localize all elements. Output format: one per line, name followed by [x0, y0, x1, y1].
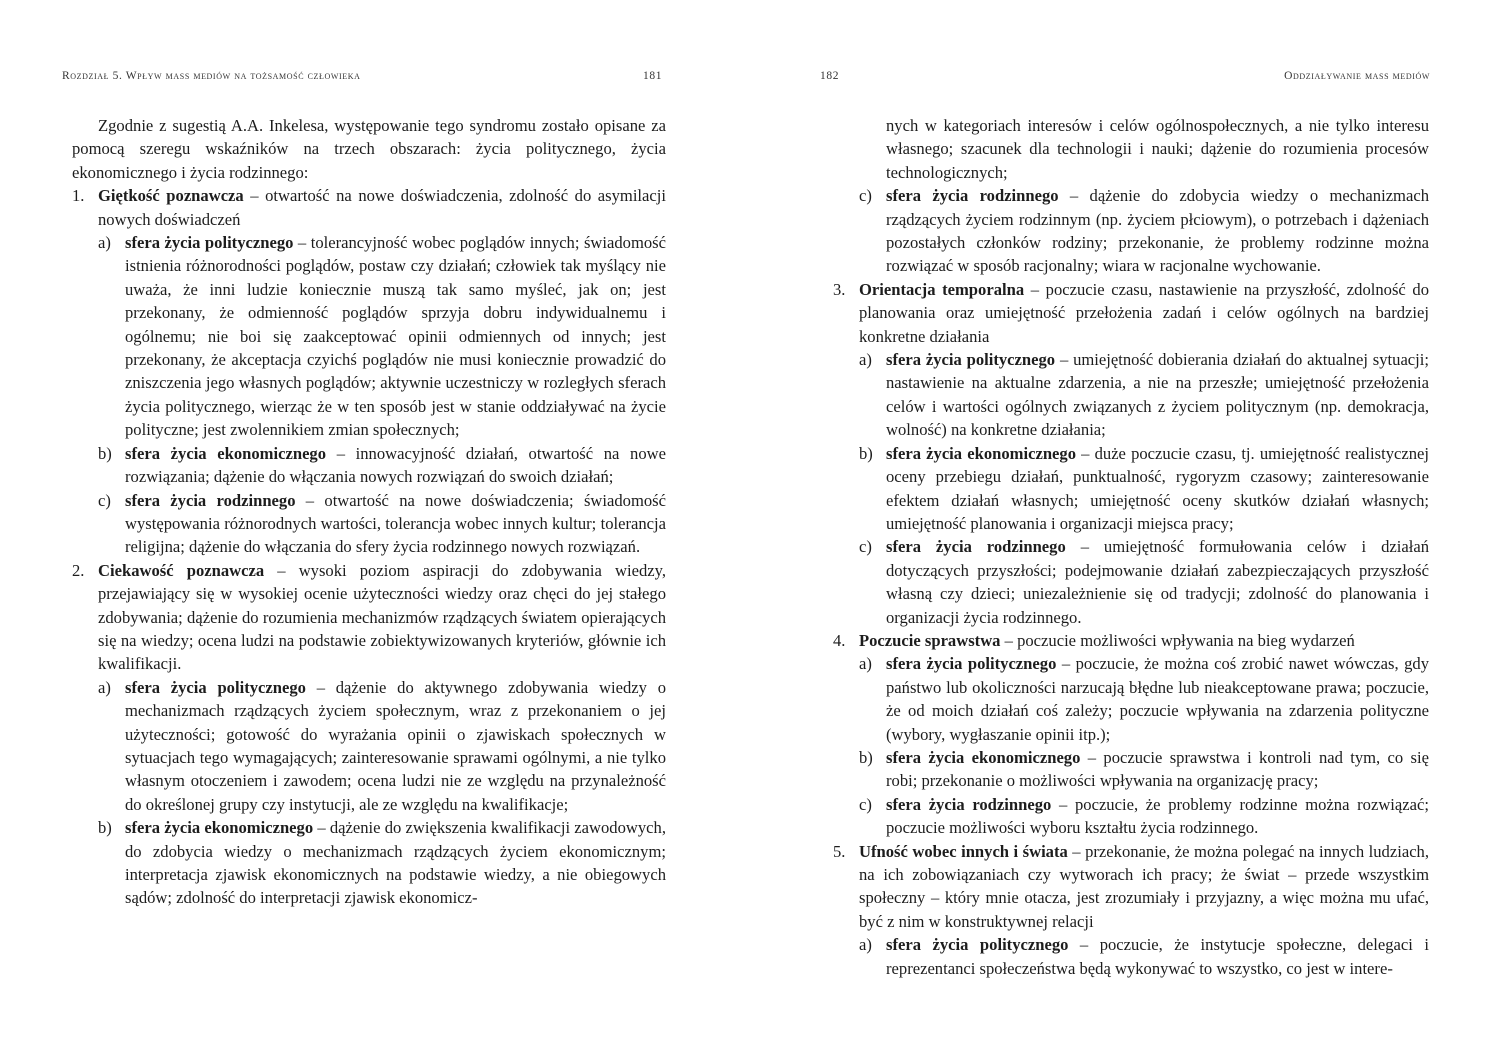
- sub-item-2b: b) sfera życia ekonomicznego – dążenie do zwiększenia kwalifikacji zawodowych, do zdobycia wiedzy o mechanizmach rządzących życiem ekonomicznym; interpretacja zjawisk ekonomicznych na podstawie wiedzy, a nie obiegowych sądów; zdolność do interpretacji zjawisk ekonomicz-: [98, 818, 666, 908]
- sub-item-3b: b) sfera życia ekonomicznego – duże poczucie czasu, tj. umiejętność realistycznej oceny przebiegu działań, punktualność, rygoryzm czasowy; zainteresowanie efektem działań własnych; umiejętność oceny skutków działań własnych; umiejętność planowania i organizacji miejsca pracy;: [859, 443, 1430, 533]
- sub-item-1b: b) sfera życia ekonomicznego – innowacyjność działań, otwartość na nowe rozwiązania; dążenie do włączania nowych rozwiązań do swoich działań;: [98, 443, 666, 487]
- sub-item-4b: b) sfera życia ekonomicznego – poczucie sprawstwa i kontroli nad tym, co się robi; przekonanie o możliwości wpływania na organizację pracy;: [859, 747, 1429, 791]
- sub-item-1a: a) sfera życia politycznego – tolerancyjność wobec poglądów innych; świadomość istnienia różnorodności poglądów, postaw czy działań; człowiek tak myślący nie uważa, że inni ludzie koniecznie muszą tak samo myśleć, jak on; jest przekonany, że odmienność poglądów sprzyja dobru indywidualnemu i ogólnemu; nie boi się zaakceptować opinii odmiennych od innych; jest przekonany, że akceptacja czyichś poglądów nie musi koniecznie prowadzić do zniszczenia jego własnych poglądów; aktywnie uczestniczy w rozległych sferach życia politycznego, wierząc że w ten sposób jest w stanie oddziaływać na życie polityczne; jest zwolennikiem zmian społecznych;: [98, 233, 666, 440]
- list-item-4: 4. Poczucie sprawstwa – poczucie możliwości wpływania na bieg wydarzeń: [833, 630, 1355, 650]
- list-item-2: 2. Ciekawość poznawcza – wysoki poziom aspiracji do zdobywania wiedzy, przejawiający się w wysokiej ocenie użyteczności wiedzy oraz chęci do jej stałego zdobywania; dążenie do rozumienia mechanizmów rządzących światem opierających się na wiedzy; ocena ludzi na podstawie zobiektywizowanych kryteriów, głównie ich kwalifikacji.: [72, 560, 666, 674]
- list-marker: 1.: [72, 186, 85, 206]
- page-number-right: 182: [820, 70, 840, 82]
- sub-item-3c: c) sfera życia rodzinnego – umiejętność formułowania celów i działań dotyczących przyszłości; podejmowanie działań zabezpieczających przyszłość własną czy dzieci; uniezależnienie się od tradycji; zdolność do planowania i organizacji życia rodzinnego.: [859, 537, 1430, 627]
- list-item-3: 3. Orientacja temporalna – poczucie czasu, nastawienie na przyszłość, zdolność do planowania oraz umiejętność przełożenia zadań i celów ogólnych na bardziej konkretne działania: [833, 279, 1429, 346]
- list-item-1: [72, 184, 666, 231]
- right-body-text: [833, 114, 1429, 980]
- sub-item-2a: a) sfera życia politycznego – dążenie do aktywnego zdobywania wiedzy o mechanizmach rządzących życiem społecznym, wraz z przekonaniem o jej użyteczności; gotowość do wyrażania opinii o zjawiskach społecznych w sytuacjach tego wymagających; zainteresowanie sprawami ogólnymi, a nie tylko własnym otoczeniem i zawodem; ocena ludzi nie ze względu na przynależność do określonej grupy czy instytucji, ale ze względu na kwalifikacje;: [98, 677, 666, 814]
- sub-item-2c: c) sfera życia rodzinnego – dążenie do zdobycia wiedzy o mechanizmach rządzących życiem rodzinnym (np. życiem płciowym), o potrzebach i dążeniach pozostałych członków rodziny; przekonanie, że problemy rodzinne można rozwiązać w sposób racjonalny; wiara w racjonalne wychowanie.: [859, 186, 1429, 276]
- sub-item-1c: c) sfera życia rodzinnego – otwartość na nowe doświadczenia; świadomość występowania różnorodnych wartości, tolerancja wobec innych kultur; tolerancja religijna; dążenie do włączania do sfery życia rodzinnego nowych rozwiązań.: [98, 490, 666, 557]
- sub-item-4c: c) sfera życia rodzinnego – poczucie, że problemy rodzinne można rozwiązać; poczucie możliwości wyboru kształtu życia rodzinnego.: [859, 794, 1429, 838]
- sub-item-3a: a) sfera życia politycznego – umiejętność dobierania działań do aktualnej sytuacji; nastawienie na aktualne zdarzenia, a nie na przeszłe; umiejętność przełożenia celów i wartości ogólnych związanych z życiem politycznym (np. demokracja, wolność) na konkretne działania;: [859, 350, 1429, 440]
- sub-item-4a: a) sfera życia politycznego – poczucie, że można coś zrobić nawet wówczas, gdy państwo lub okoliczności narzucają błędne lub nieakceptowane prawa; poczucie, że od moich działań coś zależy; poczucie wpływania na zdarzenia polityczne (wybory, wygłaszanie opinii itp.);: [859, 654, 1429, 744]
- right-page: [750, 0, 1500, 1061]
- page-number-left: 181: [643, 70, 663, 82]
- left-body-text: [72, 114, 666, 910]
- list-item-5: 5. Ufność wobec innych i świata – przekonanie, że można polegać na innych ludziach, na ich zobowiązaniach czy wytworach ich pracy; że świat – przede wszystkim społeczny – który mnie otacza, jest zrozumiały i przyjazny, a więc można mu ufać, być z nim w konstruktywnej relacji: [833, 841, 1430, 931]
- running-title-left: Rozdział 5. Wpływ mass mediów na tożsamość człowieka: [62, 70, 361, 82]
- list-text: – otwartość na nowe doświadczenia, zdolność do asymilacji nowych doświadczeń: [98, 186, 666, 229]
- sub-item-2b-continued: nych w kategoriach interesów i celów ogólnospołecznych, a nie tylko interesu własnego; szacunek dla technologii i nauki; dążenie do rozumienia procesów technologicznych;: [886, 116, 1429, 182]
- sub-item-5a: a) sfera życia politycznego – poczucie, że instytucje społeczne, delegaci i reprezentanci społeczeństwa będą wykonywać to wszystko, co jest w intere-: [859, 935, 1429, 978]
- intro-paragraph: Zgodnie z sugestią A.A. Inkelesa, występowanie tego syndromu zostało opisane za pomocą szeregu wskaźników na trzech obszarach: życia politycznego, życia ekonomicznego i życia rodzinnego:: [72, 116, 666, 182]
- running-title-right: Oddziaływanie mass mediów: [1284, 70, 1430, 82]
- list-term: Giętkość poznawcza: [98, 186, 244, 206]
